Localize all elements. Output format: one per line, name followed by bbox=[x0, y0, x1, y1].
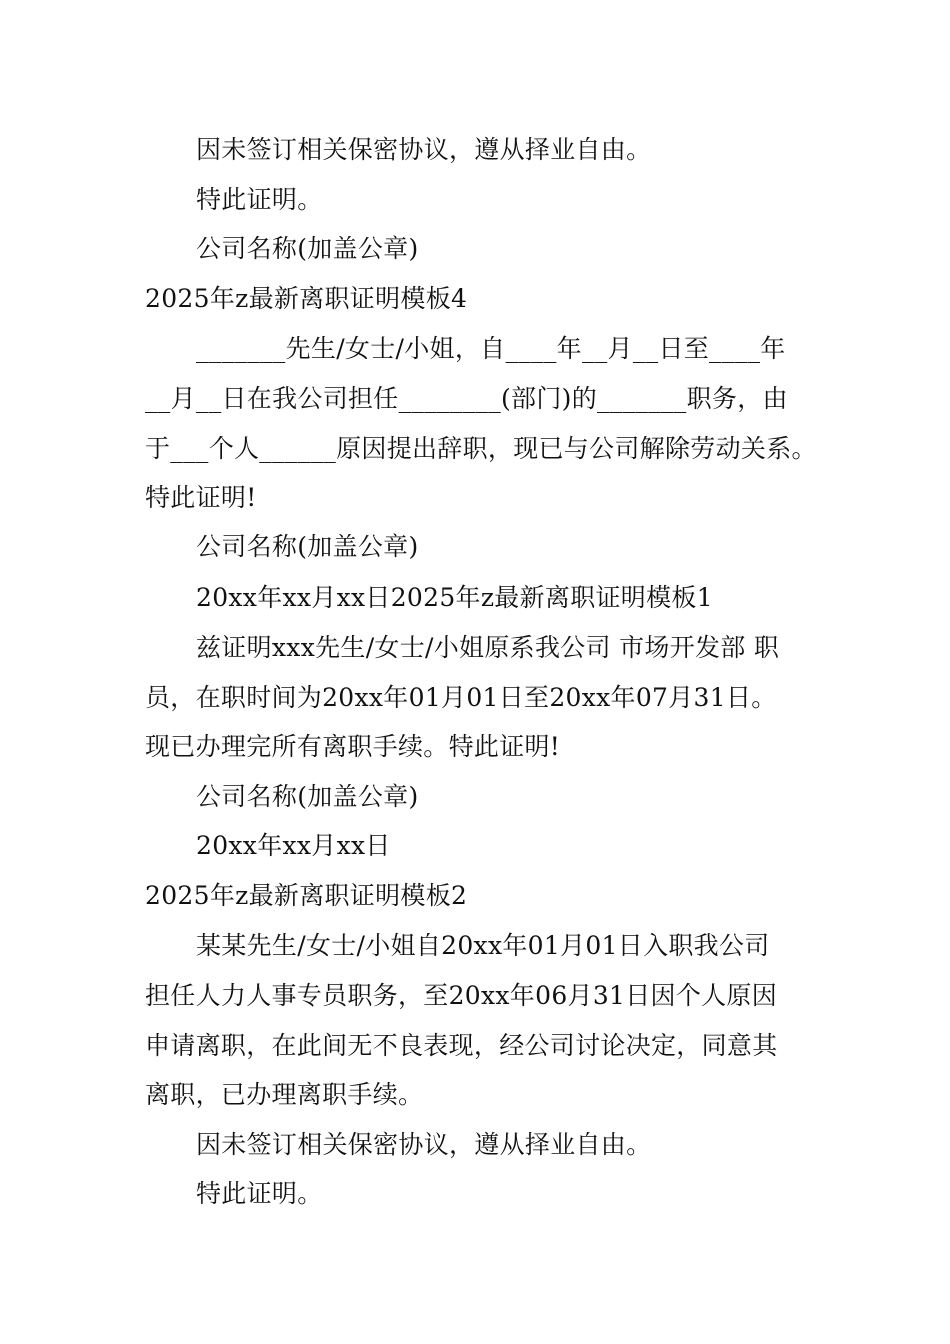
section-heading-template-2: 2025年z最新离职证明模板2 bbox=[145, 881, 468, 910]
company-seal-line: 公司名称(加盖公章) bbox=[196, 532, 419, 561]
company-seal-line: 公司名称(加盖公章) bbox=[196, 782, 419, 811]
section-heading-template-4: 2025年z最新离职证明模板4 bbox=[145, 284, 468, 313]
paragraph-body-line: 特此证明! bbox=[145, 483, 257, 512]
paragraph-body-line: 申请离职，在此间无不良表现，经公司讨论决定，同意其 bbox=[145, 1031, 778, 1060]
paragraph-body-line: 员，在职时间为20xx年01月01日至20xx年07月31日。 bbox=[145, 683, 777, 712]
paragraph-body-line: 兹证明xxx先生/女士/小姐原系我公司 市场开发部 职 bbox=[196, 633, 780, 662]
paragraph-body-line: __月__日在我公司担任________(部门)的_______职务，由 bbox=[145, 384, 788, 413]
paragraph-body-line: 担任人力人事专员职务，至20xx年06月31日因个人原因 bbox=[145, 981, 778, 1010]
paragraph-body-line: 现已办理完所有离职手续。特此证明! bbox=[145, 732, 561, 761]
date-line: 20xx年xx月xx日 bbox=[196, 831, 391, 860]
paragraph-confidentiality: 因未签订相关保密协议，遵从择业自由。 bbox=[196, 1130, 652, 1159]
paragraph-body-line: 某某先生/女士/小姐自20xx年01月01日入职我公司 bbox=[196, 931, 770, 960]
paragraph-body-line: _______先生/女士/小姐，自____年__月__日至____年 bbox=[196, 334, 786, 363]
paragraph-hereby-certify: 特此证明。 bbox=[196, 185, 323, 214]
paragraph-body-line: 于___个人______原因提出辞职，现已与公司解除劳动关系。 bbox=[145, 434, 817, 463]
paragraph-confidentiality: 因未签订相关保密协议，遵从择业自由。 bbox=[196, 135, 652, 164]
paragraph-body-line: 离职，已办理离职手续。 bbox=[145, 1080, 424, 1109]
paragraph-hereby-certify: 特此证明。 bbox=[196, 1179, 323, 1208]
company-seal-line: 公司名称(加盖公章) bbox=[196, 234, 419, 263]
date-and-heading-template-1: 20xx年xx月xx日2025年z最新离职证明模板1 bbox=[196, 583, 713, 612]
